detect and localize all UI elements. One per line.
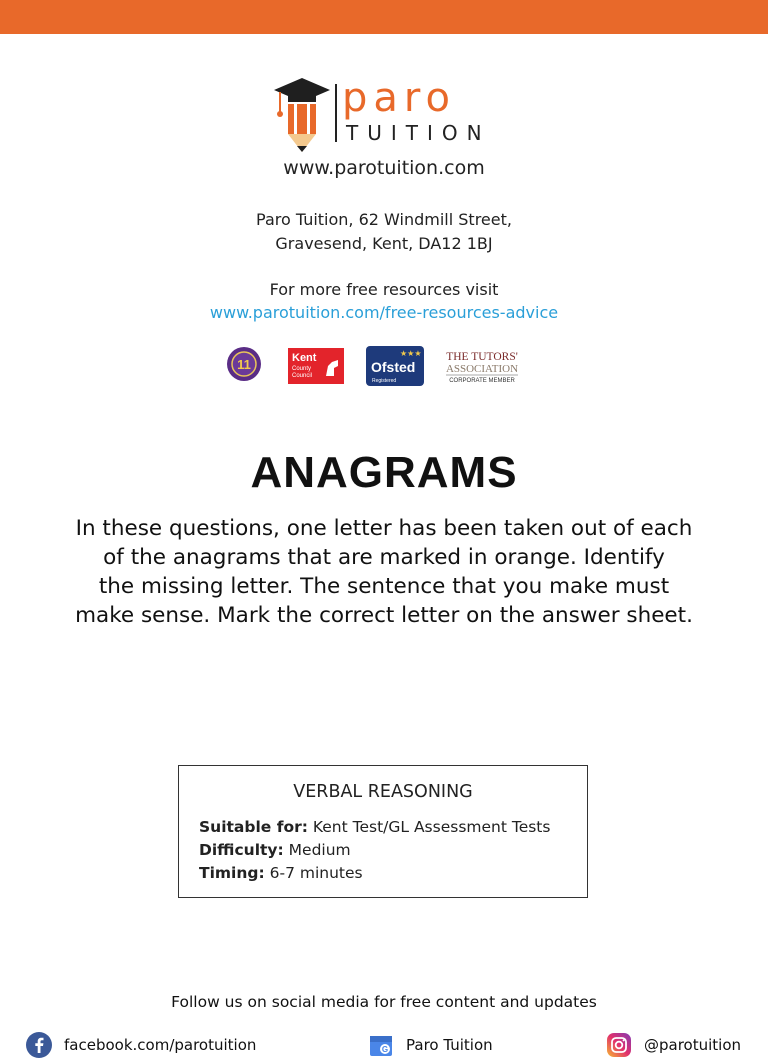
timing-label: Timing: [199, 864, 265, 882]
info-box [178, 765, 588, 898]
instructions-line-4: make sense. Mark the correct letter on the answer sheet. [75, 603, 693, 628]
google-business-text: Paro Tuition [406, 1036, 493, 1054]
instructions-line-3: the missing letter. The sentence that you make must [98, 574, 670, 599]
facebook-text: facebook.com/parotuition [64, 1036, 257, 1054]
page-title: ANAGRAMS [250, 448, 518, 497]
logo-divider [335, 84, 337, 142]
facebook-icon [26, 1032, 52, 1058]
tutors-line-2: ASSOCIATION [445, 363, 519, 375]
graduation-pencil-icon [272, 76, 334, 156]
timing-value: 6-7 minutes [269, 864, 363, 882]
county-label: County [292, 366, 312, 372]
tutors-line-1: THE TUTORS' [446, 351, 518, 363]
instructions-line-2: of the anagrams that are marked in orange. Identify [103, 545, 665, 570]
paro-tuition-logo [272, 76, 502, 156]
tutors-association-badge [434, 348, 530, 384]
website-url[interactable]: www.parotuition.com [283, 157, 485, 179]
address-block [0, 208, 768, 256]
difficulty-row [199, 841, 351, 859]
ofsted-label: Ofsted [371, 359, 416, 375]
timing-row [199, 864, 363, 882]
eleven-plus-number: 11 [237, 357, 251, 372]
instagram-text: @parotuition [644, 1036, 742, 1054]
resources-link[interactable]: www.parotuition.com/free-resources-advice [209, 303, 559, 322]
difficulty-value: Medium [288, 841, 351, 859]
council-label: Council [292, 373, 313, 379]
difficulty-label: Difficulty: [199, 841, 284, 859]
instagram-link[interactable] [606, 1030, 741, 1060]
accreditation-badges [0, 344, 768, 388]
ofsted-badge [366, 346, 424, 386]
ofsted-sub-label: Registered [372, 378, 397, 384]
logo-wordmark: paro [342, 75, 456, 121]
instructions-line-1: In these questions, one letter has been taken out of each [75, 516, 693, 541]
info-box-heading: VERBAL REASONING [293, 782, 473, 802]
svg-text:G: G [381, 1045, 389, 1054]
ofsted-stars-icon: ★★★ [400, 349, 422, 358]
kent-county-council-badge [288, 348, 344, 384]
resources-text: For more free resources visit [269, 280, 499, 299]
google-business-icon [368, 1032, 394, 1058]
suitable-label: Suitable for: [199, 818, 308, 836]
address-line-1: Paro Tuition, 62 Windmill Street, [256, 210, 512, 229]
follow-text: Follow us on social media for free content and updates [171, 993, 597, 1011]
suitable-row [199, 818, 550, 836]
tutors-line-3: CORPORATE MEMBER [449, 378, 515, 384]
top-accent-bar [0, 0, 768, 34]
google-business-link[interactable] [368, 1030, 493, 1060]
eleven-plus-badge [226, 344, 262, 384]
facebook-link[interactable] [26, 1030, 256, 1060]
address-line-2: Gravesend, Kent, DA12 1BJ [275, 234, 493, 253]
suitable-value: Kent Test/GL Assessment Tests [312, 818, 551, 836]
kent-label: Kent [292, 352, 317, 364]
logo-subtitle: TUITION [346, 121, 491, 145]
instagram-icon [606, 1032, 632, 1058]
instructions-text [0, 514, 768, 630]
